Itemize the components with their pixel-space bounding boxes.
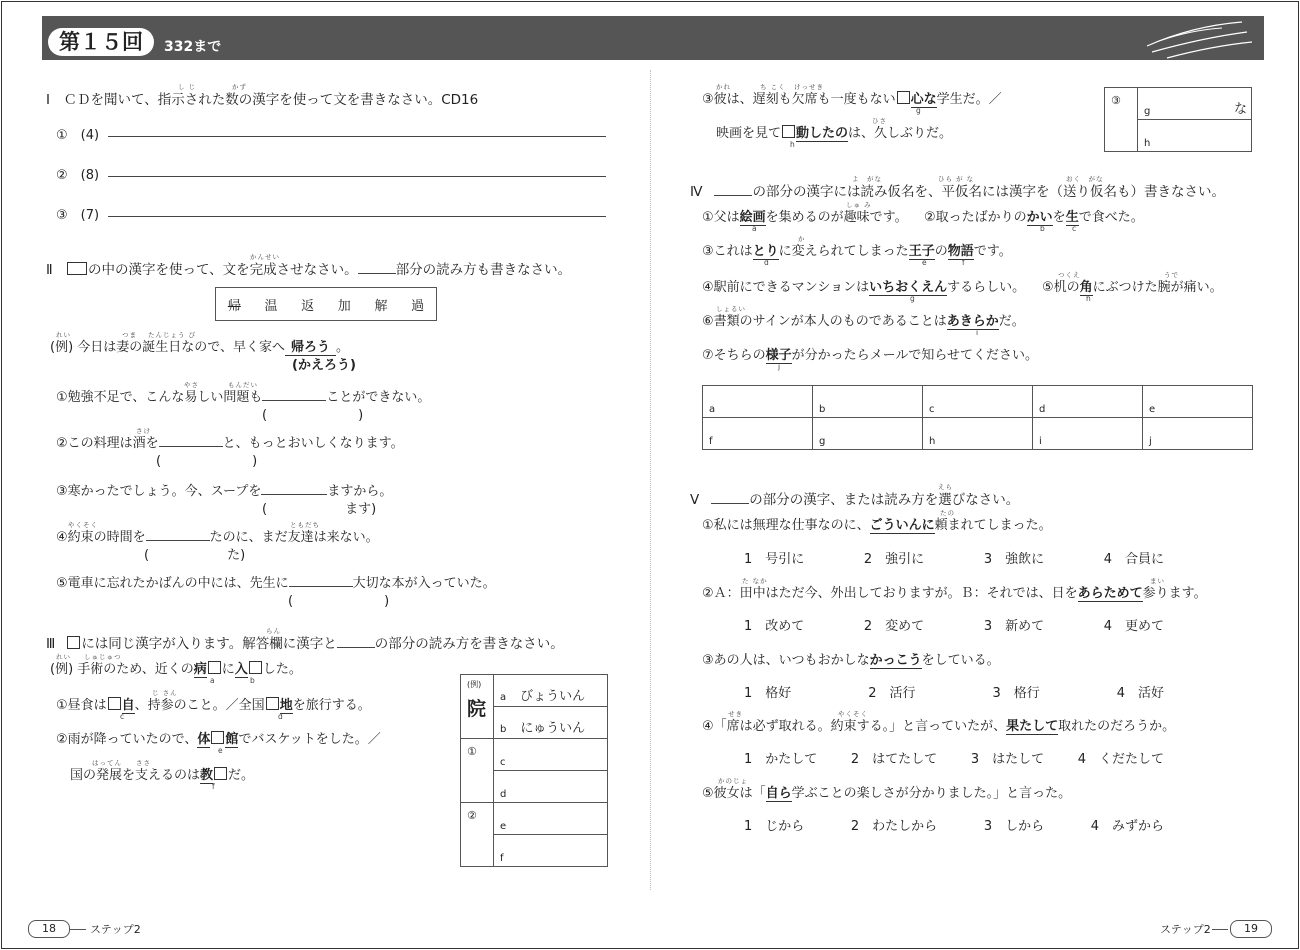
question-text: が分かったらメールで知らせてください。 (791, 348, 1039, 363)
box-symbol (208, 661, 221, 674)
question-text: ⑥書類のサインが本人のものであることは (702, 314, 947, 329)
s3-q3-answer-table (1104, 87, 1252, 152)
ruby: まい (1150, 577, 1165, 585)
ruby: つくえ (1058, 271, 1081, 279)
roman-numeral: Ⅴ (690, 492, 700, 508)
right-footer-label: ステップ2 (1160, 923, 1211, 936)
target-word: 果たして (1006, 719, 1059, 734)
s2-q4 (56, 526, 379, 545)
ruby: しゅじゅつ (84, 653, 122, 661)
label-c: c (120, 712, 125, 721)
ruby: かのじょ (718, 777, 748, 785)
kanji-choice: 温 (264, 298, 278, 314)
question-text: ことができない。 (326, 390, 431, 405)
reading-paren[interactable]: ( ) (262, 408, 364, 423)
ruby: じ さん (152, 689, 178, 697)
question-text: は、久しぶりだ。 (848, 126, 953, 141)
label-g: g (916, 106, 921, 115)
question-text: 取れたのだろうか。 (1058, 719, 1176, 734)
title-text: の部分の読み方を書きなさい。 (374, 636, 564, 652)
label-f: f (212, 782, 215, 791)
question-text: ②雨が降っていたので、 (56, 732, 198, 747)
answer-cell-e[interactable]: e (1143, 386, 1253, 418)
s4-q5 (1042, 276, 1223, 295)
answer-cell-g[interactable]: g (1144, 106, 1151, 117)
s2-q5 (56, 572, 496, 591)
answer-cell-e[interactable]: e (494, 803, 608, 835)
answer-cell-d[interactable]: d (494, 771, 608, 803)
question-text: ①昼食は (56, 698, 107, 713)
option[interactable]: 3 しから (983, 819, 1045, 834)
example-text: (例) 手術のため、近くの (50, 662, 194, 677)
s5-q3 (702, 649, 1000, 668)
example-kanji: 入 (234, 662, 248, 677)
ruby: つま (122, 331, 137, 339)
s2-example (50, 336, 349, 355)
box-symbol[interactable] (211, 731, 224, 744)
option[interactable]: 4 更めて (1103, 619, 1164, 634)
row-number[interactable]: ② (461, 803, 494, 867)
s1-item-1: ① (4) (56, 128, 100, 143)
bird-swoosh-icon (42, 16, 1264, 60)
ruby: か (798, 235, 806, 243)
s3-q2 (56, 728, 381, 747)
ruby: もんだい (228, 381, 258, 389)
ruby: やくそく (838, 710, 868, 718)
label-b: b (1040, 224, 1045, 233)
question-text: ②Ａ：田中はただ今、外出しておりますが。Ｂ：それでは、日を (702, 586, 1078, 601)
roman-numeral: Ⅱ (46, 262, 53, 278)
question-kanji: 自 (121, 698, 135, 713)
box-symbol[interactable] (214, 767, 227, 780)
title-text: の部分の漢字、または読み方を選びなさい。 (749, 492, 1020, 508)
answer-cell-j[interactable]: j (1143, 418, 1253, 450)
option[interactable]: 2 強引に (863, 552, 925, 567)
question-text: 映画を見て (716, 126, 782, 141)
option[interactable]: 1 号引に (744, 552, 805, 567)
option[interactable]: 1 改めて (744, 619, 805, 634)
question-text: をしている。 (921, 653, 1000, 668)
title-text: 部分の読み方も書きなさい。 (395, 262, 572, 278)
label-d: d (278, 712, 283, 721)
box-symbol[interactable] (108, 697, 121, 710)
section4-title (690, 180, 1225, 200)
s4-q6 (702, 310, 1025, 329)
s2-q1 (56, 386, 430, 405)
label-a: a (210, 676, 215, 685)
section2-title (46, 258, 571, 278)
page-divider (650, 70, 651, 890)
target-word: かい (1026, 210, 1053, 225)
s5-q1 (702, 514, 1052, 533)
option[interactable]: 3 格行 (992, 686, 1040, 701)
box-symbol[interactable] (266, 697, 279, 710)
question-text: ますから。 (327, 484, 393, 499)
ruby: ち こく (760, 83, 786, 91)
question-kanji: 館 (225, 732, 239, 747)
target-word: いちおくえん (869, 280, 948, 295)
question-text: ⑤机の (1042, 280, 1080, 295)
ruby: ひさ (872, 117, 887, 125)
kanji-choice-box (215, 287, 437, 321)
footer-dash (70, 929, 86, 930)
ruby: はってん (92, 759, 122, 767)
s3-q3 (702, 88, 1002, 107)
question-text: するらしい。 (947, 280, 1026, 295)
title-text: には同じ漢字が入ります。解答欄に漢字と (81, 636, 337, 652)
question-text: で食べた。 (1078, 210, 1144, 225)
answer-cell-c[interactable]: c (923, 386, 1033, 418)
kanji-choice: 返 (301, 298, 315, 314)
answer-cell-c[interactable]: c (494, 739, 608, 771)
s4-q4 (702, 276, 1025, 295)
ruby: うで (1164, 271, 1179, 279)
roman-numeral: Ⅲ (46, 636, 56, 652)
ruby: ささ (136, 759, 151, 767)
target-word: あらためて (1077, 586, 1143, 601)
answer-blank[interactable] (159, 446, 223, 447)
cell-reading: にゅういん (520, 721, 586, 736)
question-text: 学生だ。／ (936, 92, 1002, 107)
okurigana: な (1233, 102, 1247, 117)
question-kanji: 体 (197, 732, 211, 747)
ruby: けっせき (794, 83, 824, 91)
blank-symbol (714, 195, 752, 196)
question-text: です。 (973, 244, 1012, 259)
s4-q3 (702, 240, 1012, 259)
question-kanji: 動したの (796, 126, 849, 141)
question-text: でバスケットをした。／ (238, 732, 381, 747)
reading-paren[interactable]: ( ます) (262, 502, 377, 517)
answer-line[interactable] (108, 216, 606, 217)
label-h: h (1086, 294, 1091, 303)
s1-item-2: ② (8) (56, 168, 100, 183)
cell-label: a (500, 692, 507, 703)
answer-blank[interactable] (262, 400, 326, 401)
question-text: ②この料理は酒を (56, 436, 159, 451)
lesson-badge: 第１５回 (48, 28, 154, 56)
s5-q1-options (744, 548, 1164, 567)
target-word: 物語 (947, 244, 974, 259)
label-a: a (752, 224, 757, 233)
ruby: しょるい (716, 305, 746, 313)
left-footer-label: ステップ2 (90, 923, 141, 936)
kanji-choice: 加 (337, 298, 351, 314)
example-label: (例) (467, 680, 482, 689)
target-word: 絵画 (739, 210, 766, 225)
question-text: に変えられてしまった (778, 244, 909, 259)
question-text: 頼まれてしまった。 (934, 518, 1052, 533)
label-e: e (218, 746, 223, 755)
answer-cell-a[interactable]: a (703, 386, 813, 418)
answer-cell-b[interactable]: b (813, 386, 923, 418)
label-g: g (910, 294, 915, 303)
question-text: ③彼は、遅刻も欠席も一度もない (702, 92, 896, 107)
cell-reading: びょういん (520, 689, 586, 704)
label-c: c (1072, 224, 1077, 233)
example-kanji: 病 (193, 662, 207, 677)
ruby: さけ (136, 427, 151, 435)
title-text: の部分の漢字には読み仮名を、平仮名には漢字を（送り仮名も）書きなさい。 (752, 184, 1225, 200)
roman-numeral: Ⅳ (690, 184, 703, 200)
box-symbol[interactable] (897, 91, 910, 104)
question-text: ①父は (702, 210, 740, 225)
range-label: 332まで (164, 39, 222, 55)
target-word: 様子 (765, 348, 792, 363)
ruby: かれ (716, 83, 731, 91)
option[interactable]: 2 活行 (868, 686, 916, 701)
s2-q2 (56, 432, 404, 451)
ruby: れい (56, 331, 71, 339)
ruby: たの (940, 509, 955, 517)
question-text: を (1052, 210, 1066, 225)
option[interactable]: 1 じから (744, 819, 805, 834)
question-text: 学ぶことの楽しさが分かりました。」と言った。 (791, 786, 1072, 801)
right-page-number: 19 (1230, 920, 1272, 938)
question-text: ③あの人は、いつもおかしな (702, 653, 870, 668)
s3-example (50, 658, 302, 677)
option[interactable]: 4 合員に (1103, 552, 1164, 567)
option[interactable]: 4 くだたして (1077, 752, 1164, 767)
answer-line[interactable] (108, 176, 606, 177)
ruby: ともだち (290, 521, 320, 529)
ruby: かず (232, 83, 247, 91)
example-reading: (かえろう) (292, 358, 356, 373)
question-text: を旅行する。 (292, 698, 371, 713)
ruby: れい (56, 653, 71, 661)
ruby: やくそく (68, 521, 98, 529)
answer-cell-h[interactable]: h (1138, 120, 1252, 152)
kanji-choice: 解 (374, 298, 388, 314)
ruby: らん (266, 627, 281, 635)
s4-q1 (702, 206, 908, 225)
option[interactable]: 3 強飲に (983, 552, 1045, 567)
question-text: ⑤電車に忘れたかばんの中には、先生に (56, 576, 289, 591)
option[interactable]: 2 変めて (863, 619, 925, 634)
target-word: かっこう (869, 653, 922, 668)
question-text: ④約束の時間を (56, 530, 146, 545)
question-text: 、持参のこと。／全国 (134, 698, 265, 713)
target-word: 角 (1079, 280, 1093, 295)
answer-blank[interactable] (261, 494, 327, 495)
s4-q2 (924, 206, 1144, 225)
label-f: f (962, 258, 965, 267)
left-page-number: 18 (28, 920, 70, 938)
footer-dash (1212, 929, 1228, 930)
s5-q2-options (744, 615, 1164, 634)
target-word: 王子 (908, 244, 935, 259)
question-text: ①私には無理な仕事なのに、 (702, 518, 870, 533)
option[interactable]: 3 新めて (983, 619, 1045, 634)
example-text: (例) 今日は妻の誕生日なので、早く家へ (50, 340, 286, 355)
kanji-choice: 帰 (227, 298, 241, 314)
question-text: ③これは (702, 244, 753, 259)
question-text: ①勉強不足で、こんな易しい問題も (56, 390, 263, 405)
target-word: あきらか (946, 314, 999, 329)
ruby: し じ (178, 83, 197, 91)
question-text: と、もっとおいしくなります。 (222, 436, 404, 451)
reading-paren[interactable]: ( た) (144, 548, 246, 563)
s5-q3-options (744, 682, 1164, 701)
section3-title (46, 632, 564, 652)
question-text: 大切な本が入っていた。 (352, 576, 496, 591)
target-word: とり (752, 244, 779, 259)
question-text: 国の発展を支えるのは (70, 768, 201, 783)
ruby: よ がな (852, 175, 882, 183)
question-text: ②取ったばかりの (924, 210, 1027, 225)
question-text: ④駅前にできるマンションは (702, 280, 870, 295)
option[interactable]: 3 はたして (970, 752, 1045, 767)
answer-cell-i[interactable]: i (1033, 418, 1143, 450)
question-text: ⑦そちらの (702, 348, 766, 363)
header-bar (42, 16, 1264, 60)
question-text: だ。 (228, 768, 255, 783)
label-h: h (790, 140, 795, 149)
s4-q7 (702, 344, 1038, 363)
question-text: の (934, 244, 948, 259)
label-d: d (764, 258, 769, 267)
answer-cell-h[interactable]: h (923, 418, 1033, 450)
s5-q5 (702, 782, 1071, 801)
question-text: ⑤彼女は「 (702, 786, 766, 801)
label-j: j (778, 362, 781, 371)
example-text: に (221, 662, 235, 677)
option[interactable]: 4 みずから (1090, 819, 1164, 834)
box-symbol (67, 636, 80, 649)
question-kanji: 心な (910, 92, 937, 107)
label-e: e (922, 258, 927, 267)
s5-q4-options (744, 748, 1164, 767)
answer-cell-f[interactable]: f (494, 835, 608, 867)
label-b: b (250, 676, 255, 685)
question-text: たのに、まだ友達は来ない。 (209, 530, 379, 545)
option[interactable]: 2 わたしから (850, 819, 938, 834)
blank-symbol (337, 647, 375, 648)
row-number: ③ (1105, 88, 1138, 152)
s2-q3 (56, 480, 392, 499)
ruby: ひら が な (938, 175, 975, 183)
ruby: た なか (742, 577, 768, 585)
label-i: i (976, 328, 979, 337)
section5-title (690, 488, 1019, 508)
s4-answer-table (702, 385, 1253, 450)
s5-q5-options (744, 815, 1164, 834)
blank-symbol (711, 503, 749, 504)
blank-symbol (358, 273, 396, 274)
ruby: たんじょう び (148, 331, 197, 339)
example-answer: 帰ろう (285, 340, 336, 356)
s3-answer-table (460, 674, 608, 867)
s3-q1 (56, 694, 371, 713)
s5-q2 (702, 582, 1207, 601)
ruby: しゅ み (846, 201, 872, 209)
ruby: せき (728, 710, 743, 718)
box-symbol[interactable] (782, 125, 795, 138)
option[interactable]: 4 活好 (1116, 686, 1164, 701)
ruby: おく がな (1066, 175, 1104, 183)
box-symbol (67, 262, 87, 275)
box-symbol (249, 661, 262, 674)
answer-cell-d[interactable]: d (1033, 386, 1143, 418)
question-text: にぶつけた腕が痛い。 (1092, 280, 1223, 295)
reading-paren[interactable]: ( ) (288, 594, 390, 609)
ruby: かんせい (250, 253, 280, 261)
question-text: だ。 (998, 314, 1025, 329)
target-word: ごういんに (869, 518, 935, 533)
example-kanji: 院 (467, 698, 487, 720)
ruby: えら (938, 483, 953, 491)
s1-item-3: ③ (7) (56, 208, 100, 223)
section1-title: Ⅰ ＣＤを聞いて、指示された数の漢字を使って文を書きなさい。CD16 (46, 92, 479, 108)
answer-line[interactable] (108, 136, 606, 137)
answer-blank[interactable] (146, 540, 210, 541)
option[interactable]: 1 かたして (744, 752, 818, 767)
question-text: 参ります。 (1142, 586, 1207, 601)
target-word: 生 (1065, 210, 1079, 225)
option[interactable]: 1 格好 (744, 686, 792, 701)
target-word: 自ら (765, 786, 792, 801)
example-text: した。 (262, 662, 302, 677)
question-text: ③寒かったでしょう。今、スープを (56, 484, 262, 499)
s3-q3-cont (716, 122, 952, 141)
question-kanji: 教 (200, 768, 214, 783)
question-text: を集めるのが趣味です。 (765, 210, 908, 225)
title-text: の中の漢字を使って、文を完成させなさい。 (87, 262, 358, 278)
ruby: やさ (184, 381, 199, 389)
reading-paren[interactable]: ( ) (156, 454, 258, 469)
row-number[interactable]: ① (461, 739, 494, 803)
kanji-choice: 過 (411, 298, 425, 314)
example-text: 。 (336, 340, 350, 355)
answer-blank[interactable] (289, 586, 353, 587)
s5-q4 (702, 715, 1175, 734)
answer-cell-f[interactable]: f (703, 418, 813, 450)
cell-label: b (500, 724, 507, 735)
question-kanji: 地 (279, 698, 293, 713)
option[interactable]: 2 はてたして (850, 752, 938, 767)
s3-q2-cont (70, 764, 254, 783)
answer-cell-g[interactable]: g (813, 418, 923, 450)
question-text: ④「席は必ず取れる。約束する。」と言っていたが、 (702, 719, 1007, 734)
